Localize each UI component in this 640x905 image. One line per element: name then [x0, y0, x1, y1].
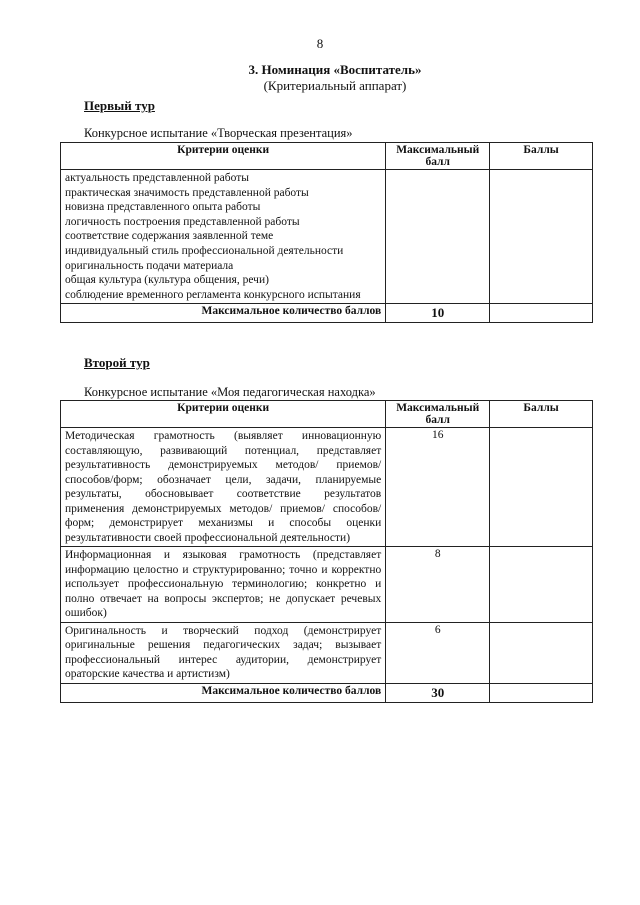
criterion-item: общая культура (культура общения, речи)	[65, 274, 269, 287]
section-subtitle: (Критериальный аппарат)	[263, 78, 407, 93]
score-cell	[490, 547, 593, 623]
criterion-item: логичность построения представленной работы	[65, 215, 300, 228]
criterion-originality: Оригинальность и творческий подход (демонстрирует оригинальные решения педагогических задач; вызывает профессиональный интерес аудитории, демонстрирует ораторские качества и артистизм)	[61, 622, 386, 683]
section-title: 3. Номинация «Воспитатель»	[248, 62, 422, 77]
criteria-list	[61, 170, 386, 304]
max-score-value: 6	[386, 622, 490, 683]
score-cell	[490, 428, 593, 547]
header-max-score: Максимальный балл	[386, 401, 490, 428]
total-score-cell	[490, 304, 593, 323]
score-cell	[490, 170, 593, 304]
total-value: 30	[386, 683, 490, 702]
criterion-item: индивидуальный стиль профессиональной деятельности	[65, 244, 344, 257]
criterion-item: новизна представленного опыта работы	[65, 201, 261, 214]
total-label: Максимальное количество баллов	[61, 304, 386, 323]
criterion-item: актуальность представленной работы	[65, 172, 249, 184]
table-header-row	[61, 143, 593, 170]
total-score-cell	[490, 683, 593, 702]
table-header-row	[61, 401, 593, 428]
score-cell	[490, 622, 593, 683]
header-criteria: Критерии оценки	[61, 401, 386, 428]
criterion-item: соблюдение временного регламента конкурсного испытания	[65, 288, 361, 301]
round1-heading: Первый тур	[84, 98, 155, 113]
round1-criteria-table	[60, 142, 593, 323]
criterion-item: практическая значимость представленной работы	[65, 186, 309, 199]
header-max-score: Максимальный балл	[386, 143, 490, 170]
total-row	[61, 304, 593, 323]
table-row	[61, 170, 593, 304]
criterion-item: соответствие содержания заявленной теме	[65, 230, 274, 243]
max-score-value: 16	[386, 428, 490, 547]
table-row	[61, 622, 593, 683]
round2-contest: Конкурсное испытание «Моя педагогическая находка»	[84, 385, 376, 399]
table-row	[61, 547, 593, 623]
round2-criteria-table	[60, 400, 593, 703]
total-label: Максимальное количество баллов	[61, 683, 386, 702]
max-score-cell	[386, 170, 490, 304]
table-row	[61, 428, 593, 547]
criterion-item: оригинальность подачи материала	[65, 259, 234, 272]
page-number: 8	[316, 36, 324, 51]
round1-contest: Конкурсное испытание «Творческая презентация»	[84, 126, 353, 140]
header-score: Баллы	[490, 401, 593, 428]
max-score-value: 8	[386, 547, 490, 623]
criterion-methodical: Методическая грамотность (выявляет инновационную составляющую, развивающий потенциал, представляет результативность демонстрируемых методов/ приемов/ способов/форм; обозначает цели, задачи, планируемые результаты, обосновывает соответствие результатов применения демонстрируемых методов/ приемов/ способов/ форм; демонстрирует механизмы и способы оценки результативности своей профессиональной деятельности)	[61, 428, 386, 547]
total-row	[61, 683, 593, 702]
total-value: 10	[386, 304, 490, 323]
criterion-informational: Информационная и языковая грамотность (представляет информацию целостно и структурированно; точно и корректно использует профессиональную терминологию; конкретно и полно отвечает на вопросы экспертов; не допускает речевых ошибок)	[61, 547, 386, 623]
header-score: Баллы	[490, 143, 593, 170]
header-criteria: Критерии оценки	[61, 143, 386, 170]
round2-heading: Второй тур	[84, 355, 150, 370]
